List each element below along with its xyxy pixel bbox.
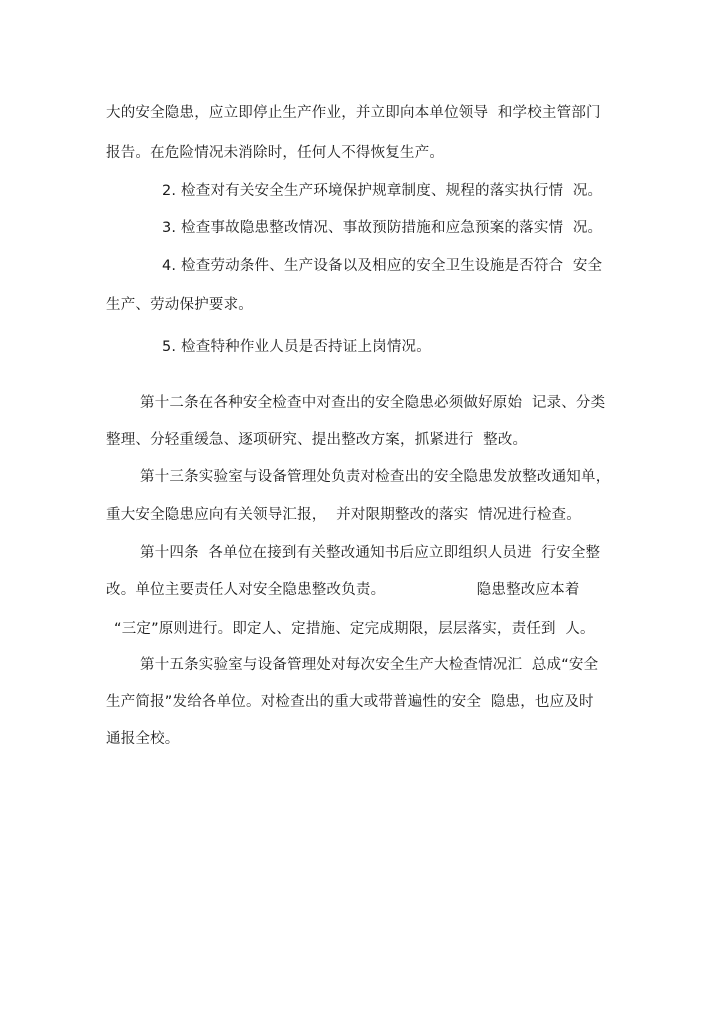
text-line-4: 3. 检查事故隐患整改情况、事故预防措施和应急预案的落实情 况。 — [162, 220, 603, 236]
text-line-5: 4. 检查劳动条件、生产设备以及相应的安全卫生设施是否符合 安全 — [162, 258, 603, 274]
text-line-3: 2. 检查对有关安全生产环境保护规章制度、规程的落实执行情 况。 — [162, 183, 603, 199]
text-line-7: 5. 检查特种作业人员是否持证上岗情况。 — [162, 339, 431, 355]
text-line-11: 重大安全隐患应向有关领导汇报， 并对限期整改的落实 情况进行检查。 — [106, 507, 581, 523]
text-line-2: 报告。在危险情况未消除时，任何人不得恢复生产。 — [106, 145, 445, 161]
text-line-15: 第十五条实验室与设备管理处对每次安全生产大检查情况汇 总成“安全 — [140, 657, 599, 673]
text-line-14: “三定”原则进行。即定人、定措施、定完成期限，层层落实，责任到 人。 — [114, 621, 595, 637]
text-line-10: 第十三条实验室与设备管理处负责对检查出的安全隐患发放整改通知单， — [140, 469, 611, 485]
text-line-13: 改。单位主要责任人对安全隐患整改负责。 隐患整改应本着 — [106, 582, 580, 598]
text-line-8: 第十二条在各种安全检查中对查出的安全隐患必须做好原始 记录、分类 — [140, 395, 606, 411]
text-line-17: 通报全校。 — [106, 731, 180, 747]
text-line-1: 大的安全隐患，应立即停止生产作业，并立即向本单位领导 和学校主管部门 — [106, 105, 601, 121]
text-line-6: 生产、劳动保护要求。 — [106, 297, 253, 313]
text-line-16: 生产简报”发给各单位。对检查出的重大或带普遍性的安全 隐患，也应及时 — [106, 694, 594, 710]
text-line-9: 整理、分轻重缓急、逐项研究、提出整改方案，抓紧进行 整改。 — [106, 432, 528, 448]
text-line-12: 第十四条 各单位在接到有关整改通知书后应立即组织人员进 行安全整 — [140, 545, 601, 561]
